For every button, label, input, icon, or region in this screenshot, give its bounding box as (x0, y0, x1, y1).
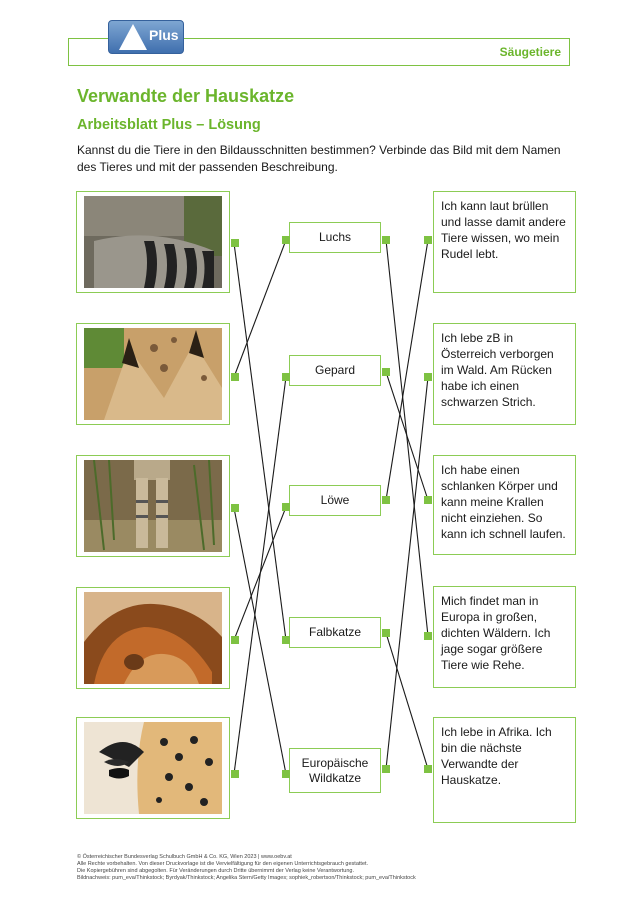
footer-line-3: Die Kopiergebühren sind abgegolten. Für Veränderungen durch Dritte übernimmt der Verlag keine Verantwortung. (77, 868, 355, 874)
name-right-connector-2[interactable] (382, 368, 390, 376)
desc-box-2: Ich lebe zB in Österreich verborgen im Wald. Am Rücken habe ich einen schwarzen Strich. (433, 323, 576, 425)
desc-box-4: Mich findet man in Europa in großen, dichten Wäldern. Ich jage sogar größere Tiere wie Rehe. (433, 586, 576, 688)
line-wildcat-falbkatze (234, 243, 286, 640)
line-loewe-desc1 (386, 240, 428, 500)
desc-box-3: Ich habe einen schlanken Körper und kann meine Krallen nicht einziehen. So kann ich schnell laufen. (433, 455, 576, 555)
name-left-connector-5[interactable] (282, 770, 290, 778)
line-lynx-luchs (234, 240, 286, 377)
page-subtitle: Arbeitsblatt Plus – Lösung (77, 117, 261, 133)
name-box-3: Löwe (289, 485, 381, 516)
footer-line-1: © Österreichischer Bundesverlag Schulbuch GmbH & Co. KG, Wien 2023 | www.oebv.at (77, 854, 292, 860)
name-box-5: Europäische Wildkatze (289, 748, 381, 793)
photo-connector-1[interactable] (231, 239, 239, 247)
instruction-text: Kannst du die Tiere in den Bildausschnitten bestimmen? Verbinde das Bild mit dem Namen des Tieres und mit der passenden Beschreibung. (77, 143, 561, 174)
name-right-connector-3[interactable] (382, 496, 390, 504)
name-left-connector-1[interactable] (282, 236, 290, 244)
name-left-connector-4[interactable] (282, 636, 290, 644)
desc-box-1: Ich kann laut brüllen und lasse damit andere Tiere wissen, wo mein Rudel lebt. (433, 191, 576, 293)
logo-label: Plus (149, 27, 179, 43)
desc-connector-4[interactable] (424, 632, 432, 640)
name-box-1: Luchs (289, 222, 381, 253)
photo-connector-3[interactable] (231, 504, 239, 512)
page-title: Verwandte der Hauskatze (77, 86, 295, 106)
footer (77, 854, 577, 882)
line-sandcat-wildkatze (234, 508, 286, 774)
desc-connector-2[interactable] (424, 373, 432, 381)
photo-connector-5[interactable] (231, 770, 239, 778)
desc-connector-3[interactable] (424, 496, 432, 504)
name-box-2: Gepard (289, 355, 381, 386)
desc-connector-1[interactable] (424, 236, 432, 244)
photo-connector-4[interactable] (231, 636, 239, 644)
desc-box-5: Ich lebe in Afrika. Ich bin die nächste Verwandte der Hauskatze. (433, 717, 576, 823)
photo-connector-2[interactable] (231, 373, 239, 381)
header-subject: Säugetiere (499, 45, 561, 59)
desc-connector-5[interactable] (424, 765, 432, 773)
name-right-connector-1[interactable] (382, 236, 390, 244)
name-left-connector-3[interactable] (282, 503, 290, 511)
footer-line-2: Alle Rechte vorbehalten. Von dieser Druckvorlage ist die Vervielfältigung für den eigenen Unterrichtsgebrauch gestattet. (77, 861, 369, 867)
name-box-4: Falbkatze (289, 617, 381, 648)
line-cheetah-gepard (234, 377, 286, 774)
name-right-connector-4[interactable] (382, 629, 390, 637)
name-right-connector-5[interactable] (382, 765, 390, 773)
line-falbkatze-desc5 (386, 633, 428, 769)
footer-line-4: Bildnachweis: pum_eva/Thinkstock; Byrdyak/Thinkstock; Angelika Stern/Getty Images; sophiek_robertson/Thinkstock; pum_eva/Thinkstock (77, 875, 416, 881)
name-left-connector-2[interactable] (282, 373, 290, 381)
